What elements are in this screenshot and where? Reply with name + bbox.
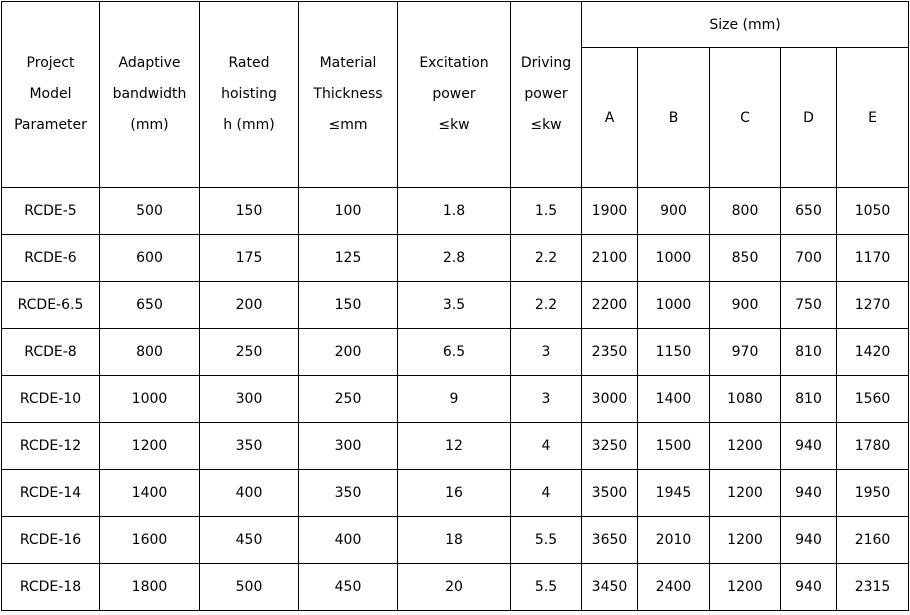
cell-model: RCDE-16 <box>2 517 100 564</box>
cell-size-c: 970 <box>710 329 781 376</box>
cell-excitation: 20 <box>398 564 511 611</box>
cell-size-d: 940 <box>781 564 837 611</box>
header-size-a: A <box>582 48 638 188</box>
cell-driving: 5.5 <box>511 517 582 564</box>
cell-model: RCDE-8 <box>2 329 100 376</box>
table-row <box>2 470 909 517</box>
cell-size-c: 1200 <box>710 423 781 470</box>
cell-size-c: 1200 <box>710 564 781 611</box>
cell-size-a: 3000 <box>582 376 638 423</box>
cell-bandwidth: 800 <box>100 329 200 376</box>
cell-bandwidth: 1200 <box>100 423 200 470</box>
cell-size-d: 940 <box>781 423 837 470</box>
cell-excitation: 18 <box>398 517 511 564</box>
cell-model: RCDE-10 <box>2 376 100 423</box>
cell-size-c: 800 <box>710 188 781 235</box>
cell-model: RCDE-14 <box>2 470 100 517</box>
cell-size-b: 1945 <box>638 470 710 517</box>
table-row <box>2 188 909 235</box>
cell-size-d: 810 <box>781 376 837 423</box>
cell-thickness: 125 <box>299 235 398 282</box>
cell-driving: 4 <box>511 423 582 470</box>
cell-excitation: 9 <box>398 376 511 423</box>
cell-driving: 5.5 <box>511 564 582 611</box>
table-body <box>2 188 909 611</box>
cell-thickness: 150 <box>299 282 398 329</box>
table-row <box>2 517 909 564</box>
cell-driving: 3 <box>511 329 582 376</box>
cell-size-b: 1400 <box>638 376 710 423</box>
cell-size-b: 1000 <box>638 235 710 282</box>
cell-excitation: 12 <box>398 423 511 470</box>
cell-size-c: 1080 <box>710 376 781 423</box>
cell-size-a: 1900 <box>582 188 638 235</box>
cell-driving: 2.2 <box>511 282 582 329</box>
cell-thickness: 100 <box>299 188 398 235</box>
cell-size-e: 1950 <box>837 470 909 517</box>
cell-bandwidth: 600 <box>100 235 200 282</box>
header-size-c: C <box>710 48 781 188</box>
cell-bandwidth: 650 <box>100 282 200 329</box>
cell-model: RCDE-5 <box>2 188 100 235</box>
cell-size-c: 1200 <box>710 517 781 564</box>
cell-size-a: 3250 <box>582 423 638 470</box>
cell-model: RCDE-6 <box>2 235 100 282</box>
cell-size-a: 2200 <box>582 282 638 329</box>
cell-size-e: 2160 <box>837 517 909 564</box>
cell-size-b: 1000 <box>638 282 710 329</box>
cell-hoisting: 450 <box>200 517 299 564</box>
cell-excitation: 16 <box>398 470 511 517</box>
cell-size-b: 900 <box>638 188 710 235</box>
cell-driving: 3 <box>511 376 582 423</box>
cell-driving: 4 <box>511 470 582 517</box>
cell-size-b: 2010 <box>638 517 710 564</box>
cell-driving: 1.5 <box>511 188 582 235</box>
cell-size-a: 2350 <box>582 329 638 376</box>
header-bandwidth: Adaptive bandwidth (mm) <box>100 2 200 188</box>
cell-hoisting: 250 <box>200 329 299 376</box>
cell-size-c: 1200 <box>710 470 781 517</box>
header-size-e: E <box>837 48 909 188</box>
cell-excitation: 3.5 <box>398 282 511 329</box>
cell-size-e: 2315 <box>837 564 909 611</box>
cell-size-e: 1560 <box>837 376 909 423</box>
cell-hoisting: 175 <box>200 235 299 282</box>
cell-thickness: 300 <box>299 423 398 470</box>
header-model: Project Model Parameter <box>2 2 100 188</box>
cell-hoisting: 500 <box>200 564 299 611</box>
cell-size-d: 750 <box>781 282 837 329</box>
cell-size-b: 1500 <box>638 423 710 470</box>
cell-size-a: 3650 <box>582 517 638 564</box>
table-row <box>2 564 909 611</box>
cell-size-e: 1270 <box>837 282 909 329</box>
cell-hoisting: 400 <box>200 470 299 517</box>
header-size-d: D <box>781 48 837 188</box>
cell-size-e: 1780 <box>837 423 909 470</box>
cell-excitation: 1.8 <box>398 188 511 235</box>
cell-size-e: 1420 <box>837 329 909 376</box>
cell-bandwidth: 1400 <box>100 470 200 517</box>
table-row <box>2 423 909 470</box>
cell-bandwidth: 500 <box>100 188 200 235</box>
cell-size-a: 2100 <box>582 235 638 282</box>
cell-thickness: 400 <box>299 517 398 564</box>
cell-thickness: 200 <box>299 329 398 376</box>
table-row <box>2 329 909 376</box>
cell-size-b: 1150 <box>638 329 710 376</box>
cell-size-b: 2400 <box>638 564 710 611</box>
spec-table <box>1 1 909 611</box>
cell-size-d: 940 <box>781 470 837 517</box>
cell-model: RCDE-6.5 <box>2 282 100 329</box>
header-hoisting: Rated hoisting h (mm) <box>200 2 299 188</box>
cell-hoisting: 300 <box>200 376 299 423</box>
header-size-b: B <box>638 48 710 188</box>
cell-excitation: 6.5 <box>398 329 511 376</box>
cell-size-d: 810 <box>781 329 837 376</box>
cell-model: RCDE-12 <box>2 423 100 470</box>
cell-size-d: 650 <box>781 188 837 235</box>
header-driving: Driving power ≤kw <box>511 2 582 188</box>
header-thickness: Material Thickness ≤mm <box>299 2 398 188</box>
cell-size-d: 700 <box>781 235 837 282</box>
cell-size-a: 3450 <box>582 564 638 611</box>
table-row <box>2 282 909 329</box>
cell-size-e: 1170 <box>837 235 909 282</box>
cell-thickness: 250 <box>299 376 398 423</box>
cell-model: RCDE-18 <box>2 564 100 611</box>
header-size-group: Size (mm) <box>582 2 909 48</box>
cell-hoisting: 350 <box>200 423 299 470</box>
table-row <box>2 376 909 423</box>
cell-size-c: 850 <box>710 235 781 282</box>
cell-hoisting: 150 <box>200 188 299 235</box>
cell-bandwidth: 1600 <box>100 517 200 564</box>
cell-size-e: 1050 <box>837 188 909 235</box>
cell-thickness: 450 <box>299 564 398 611</box>
cell-size-c: 900 <box>710 282 781 329</box>
cell-driving: 2.2 <box>511 235 582 282</box>
cell-thickness: 350 <box>299 470 398 517</box>
cell-size-d: 940 <box>781 517 837 564</box>
cell-bandwidth: 1000 <box>100 376 200 423</box>
cell-hoisting: 200 <box>200 282 299 329</box>
cell-size-a: 3500 <box>582 470 638 517</box>
cell-bandwidth: 1800 <box>100 564 200 611</box>
header-excitation: Excitation power ≤kw <box>398 2 511 188</box>
cell-excitation: 2.8 <box>398 235 511 282</box>
table-row <box>2 235 909 282</box>
